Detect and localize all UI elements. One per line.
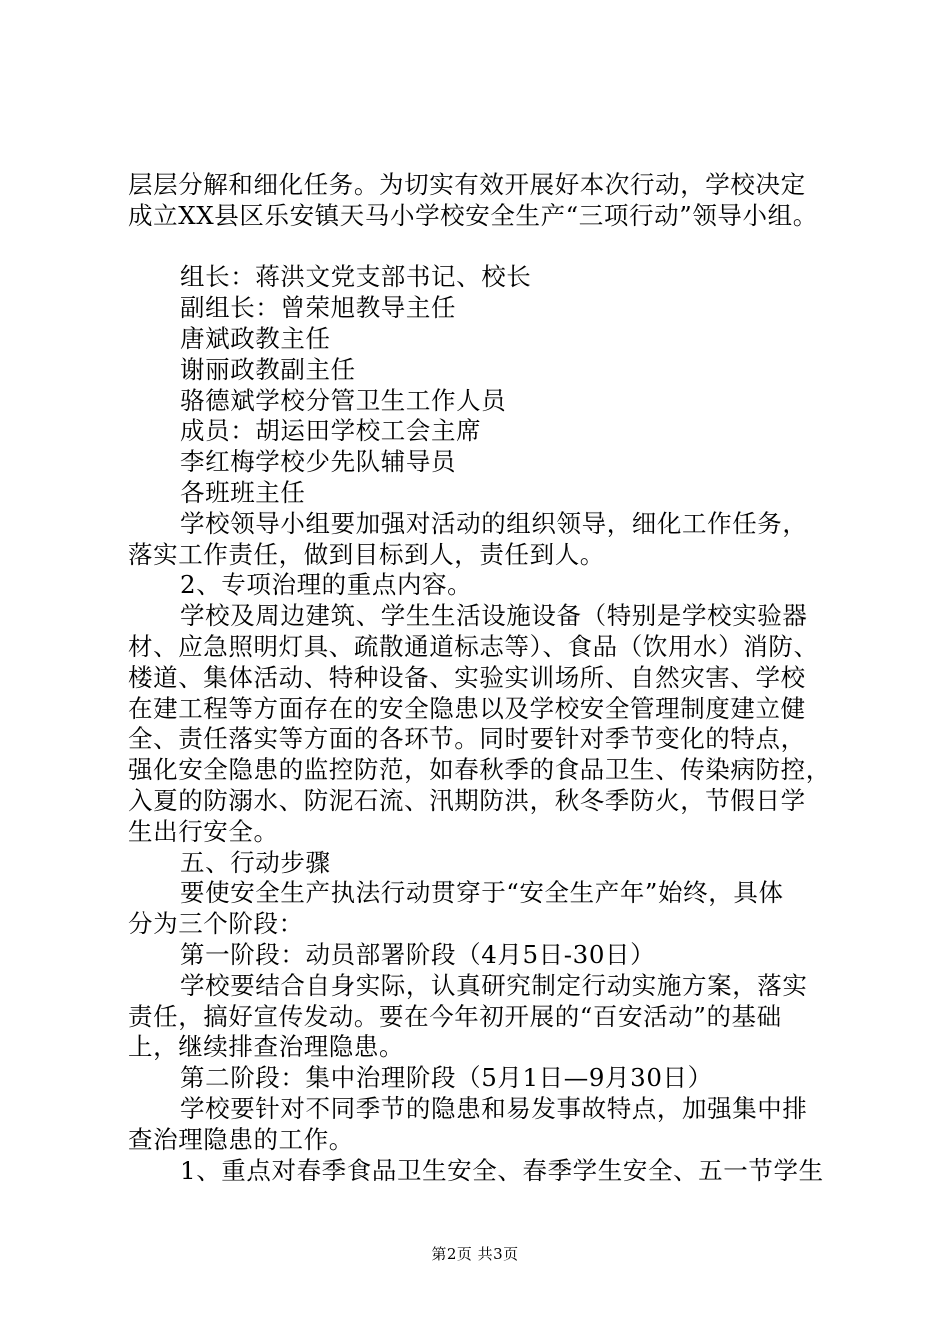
text-line: 组长：蒋洪文党支部书记、校长: [180, 262, 532, 292]
page-footer: 第2页 共3页: [431, 1245, 519, 1263]
text-line: 责任，搞好宣传发动。要在今年初开展的“百安活动”的基础: [128, 1001, 782, 1031]
text-line: 2、专项治理的重点内容。: [180, 570, 473, 600]
text-line: 分为三个阶段：: [128, 909, 304, 939]
text-line: 层层分解和细化任务。为切实有效开展好本次行动，学校决定: [128, 170, 806, 199]
text-line: 楼道、集体活动、特种设备、实验实训场所、自然灾害、学校: [128, 662, 806, 692]
document-body: [128, 170, 858, 1186]
text-line: 要使安全生产执法行动贯穿于“安全生产年”始终，具体: [180, 878, 784, 908]
text-line: 落实工作责任，做到目标到人，责任到人。: [128, 539, 605, 569]
text-line: 第二阶段：集中治理阶段（5月1日—9月30日）: [180, 1063, 713, 1093]
text-line: 入夏的防溺水、防泥石流、汛期防洪，秋冬季防火，节假日学: [128, 785, 806, 815]
text-line: 在建工程等方面存在的安全隐患以及学校安全管理制度建立健: [128, 693, 806, 723]
text-line: 五、行动步骤: [180, 847, 331, 877]
text-line: 李红梅学校少先队辅导员: [180, 447, 457, 477]
text-line: 学校要结合自身实际，认真研究制定行动实施方案，落实: [180, 970, 808, 1000]
text-line: 副组长：曾荣旭教导主任: [180, 293, 457, 323]
text-line: 骆德斌学校分管卫生工作人员: [180, 385, 507, 415]
text-line: 学校及周边建筑、学生生活设施设备（特别是学校实验器: [180, 601, 808, 631]
text-line: 第一阶段：动员部署阶段（4月5日-30日）: [180, 939, 656, 969]
text-line: 学校要针对不同季节的隐患和易发事故特点，加强集中排: [180, 1093, 808, 1123]
text-line: 唐斌政教主任: [180, 323, 331, 353]
text-line: 查治理隐患的工作。: [128, 1124, 354, 1154]
text-line: 材、应急照明灯具、疏散通道标志等）、食品（饮用水）消防、: [128, 631, 819, 661]
text-line: 谢丽政教副主任: [180, 354, 356, 384]
text-line: 学校领导小组要加强对活动的组织领导，细化工作任务，: [180, 508, 808, 538]
text-line: 成立XX县区乐安镇天马小学校安全生产“三项行动”领导小组。: [128, 200, 818, 230]
text-line: 上，继续排查治理隐患。: [128, 1032, 405, 1062]
text-line: 1、重点对春季食品卫生安全、春季学生安全、五一节学生: [180, 1155, 824, 1185]
text-line: 成员：胡运田学校工会主席: [180, 416, 482, 446]
text-line: 强化安全隐患的监控防范，如春秋季的食品卫生、传染病防控，: [128, 755, 831, 785]
text-line: 生出行安全。: [128, 816, 279, 846]
text-line: 全、责任落实等方面的各环节。同时要针对季节变化的特点，: [128, 724, 806, 754]
text-line: 各班班主任: [180, 477, 306, 507]
text-line: [128, 232, 858, 263]
